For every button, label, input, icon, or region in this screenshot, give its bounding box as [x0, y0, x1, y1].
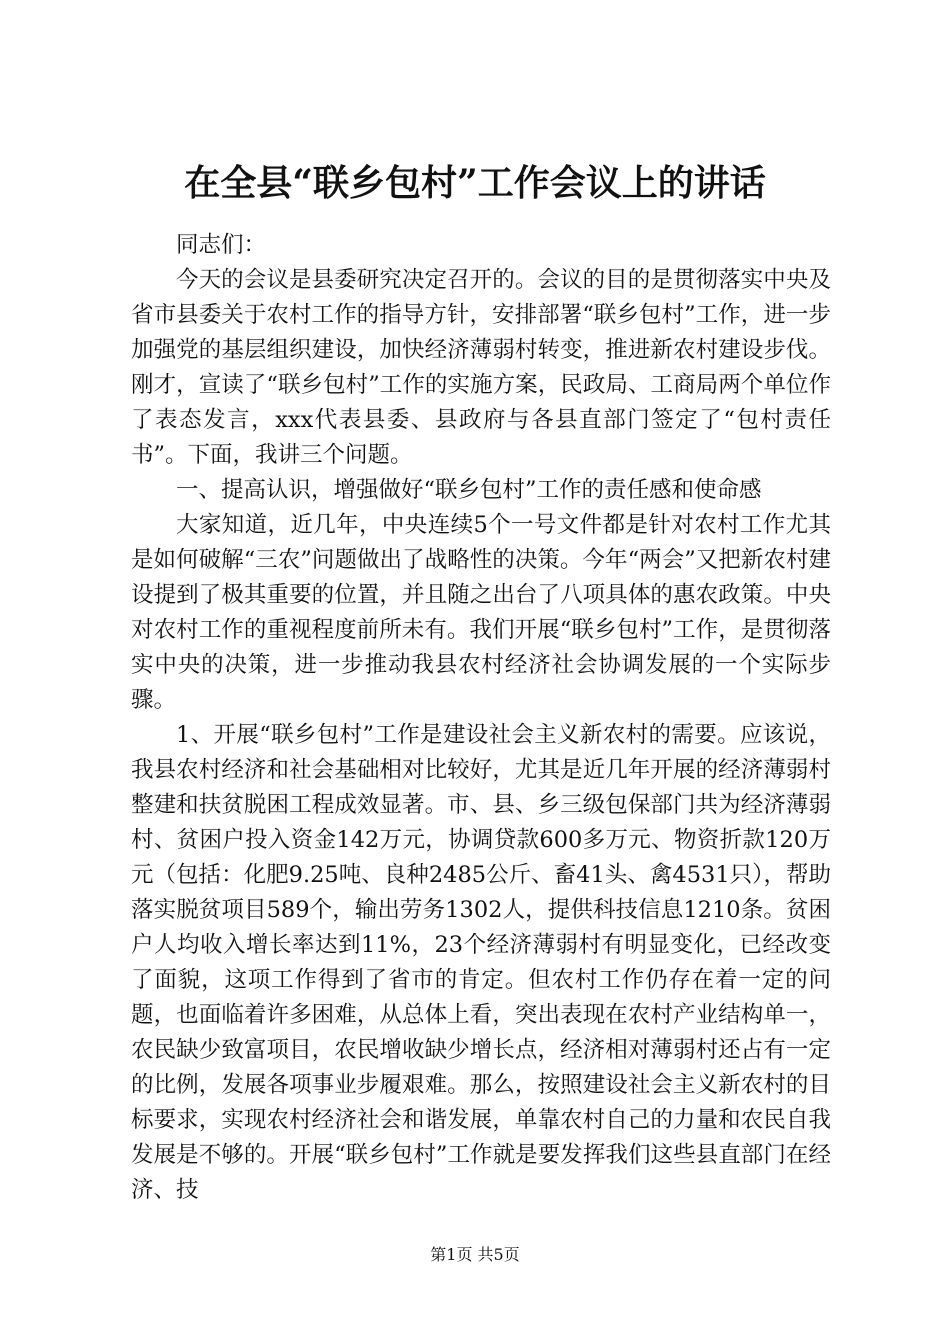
body-paragraph: 大家知道，近几年，中央连续5个一号文件都是针对农村工作尤其是如何破解“三农”问题做出了战略性的决策。今年“两会”又把新农村建设提到了极其重要的位置，并且随之出台了八项具体的惠农政策。中央对农村工作的重视程度前所未有。我们开展“联乡包村”工作，是贯彻落实中央的决策，进一步推动我县农村经济社会协调发展的一个实际步骤。: [131, 512, 831, 713]
document-title: 在全县“联乡包村”工作会议上的讲话: [184, 162, 766, 204]
salutation-paragraph: 同志们：: [176, 232, 267, 258]
page-footer: 第1页 共5页: [430, 1245, 520, 1264]
body-paragraph: 1、开展“联乡包村”工作是建设社会主义新农村的需要。应该说，我县农村经济和社会基础相对比较好，尤其是近几年开展的经济薄弱村整建和扶贫脱困工程成效显著。市、县、乡三级包保部门共为经济薄弱村、贫困户投入资金142万元，协调贷款600多万元、物资折款120万元（包括：化肥9.25吨、良种2485公斤、畜41头、禽4531只），帮助落实脱贫项目589个，输出劳务1302人，提供科技信息1210条。贫困户人均收入增长率达到11%，23个经济薄弱村有明显变化，已经改变了面貌，这项工作得到了省市的肯定。但农村工作仍存在着一定的问题，也面临着许多困难，从总体上看，突出表现在农村产业结构单一，农民缺少致富项目，农民增收缺少增长点，经济相对薄弱村还占有一定的比例，发展各项事业步履艰难。那么，按照建设社会主义新农村的目标要求，实现农村经济社会和谐发展，单靠农村自己的力量和农民自我发展是不够的。开展“联乡包村”工作就是要发挥我们这些县直部门在经济、技: [131, 722, 831, 1203]
section-heading: 一、提高认识，增强做好“联乡包村”工作的责任感和使命感: [176, 477, 762, 503]
document-body: [131, 228, 831, 1208]
body-paragraph: 今天的会议是县委研究决定召开的。会议的目的是贯彻落实中央及省市县委关于农村工作的指导方针，安排部署“联乡包村”工作，进一步加强党的基层组织建设，加快经济薄弱村转变，推进新农村建设步伐。刚才，宣读了“联乡包村”工作的实施方案，民政局、工商局两个单位作了表态发言，xxx代表县委、县政府与各县直部门签定了“包村责任书”。下面，我讲三个问题。: [131, 267, 831, 468]
